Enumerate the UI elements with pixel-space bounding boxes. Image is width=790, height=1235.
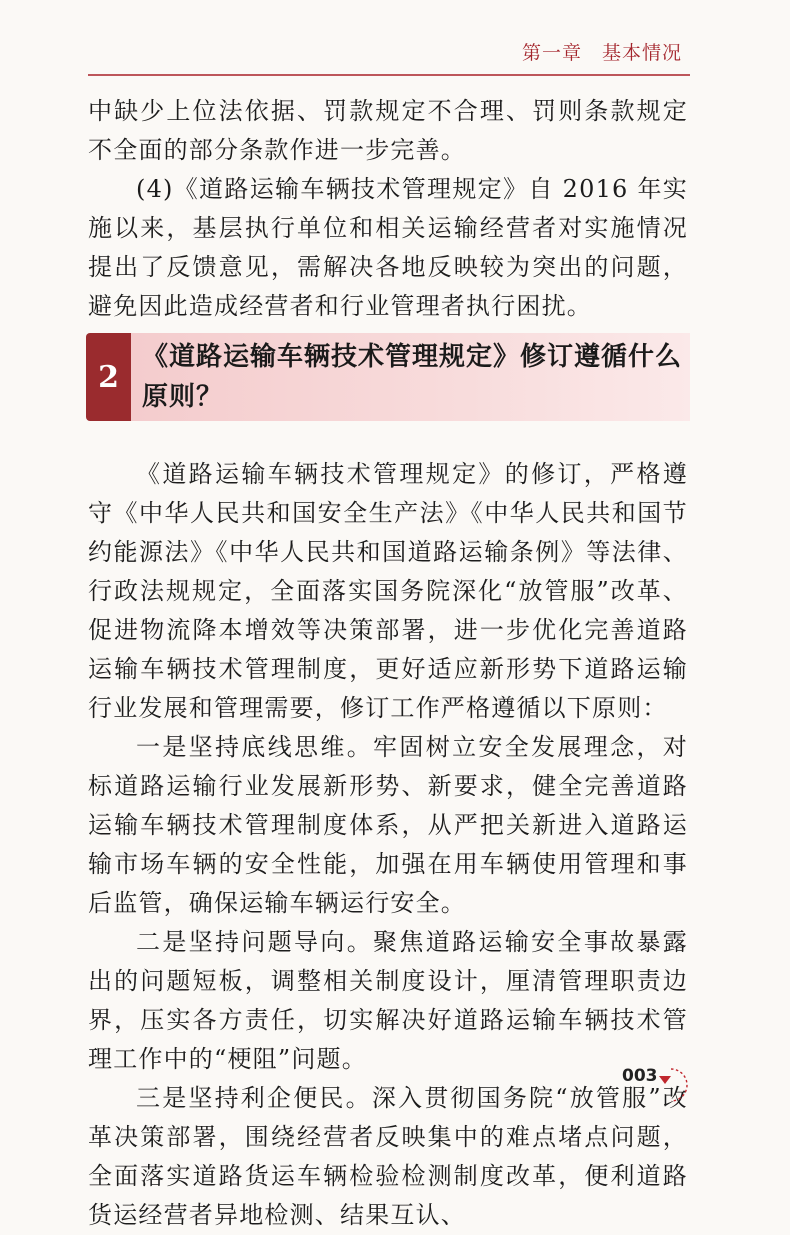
paragraph: 中缺少上位法依据、罚款规定不合理、罚则条款规定不全面的部分条款作进一步完善。 [88,97,688,164]
section-heading [86,333,690,421]
section-number: 2 [86,333,131,421]
paragraph: (4)《道路运输车辆技术管理规定》自 2016 年实施以来，基层执行单位和相关运输经营者对实施情况提出了反馈意见，需解决各地反映较为突出的问题，避免因此造成经营者和行业管理者执行困扰。 [88,175,688,320]
paragraph: 《道路运输车辆技术管理规定》的修订，严格遵守《中华人民共和国安全生产法》《中华人民共和国节约能源法》《中华人民共和国道路运输条例》等法律、行政法规规定，全面落实国务院深化“放管服”改革、促进物流降本增效等决策部署，进一步优化完善道路运输车辆技术管理制度，更好适应新形势下道路运输行业发展和管理需要，修订工作严格遵循以下原则： [88,460,688,722]
paragraph: 一是坚持底线思维。牢固树立安全发展理念，对标道路运输行业发展新形势、新要求，健全完善道路运输车辆技术管理制度体系，从严把关新进入道路运输市场车辆的安全性能，加强在用车辆使用管理和事后监管，确保运输车辆运行安全。 [88,733,688,917]
chapter-header: 第一章 基本情况 [521,42,682,64]
section-title: 《道路运输车辆技术管理规定》修订遵循什么原则？ [142,342,683,412]
page-arrow-icon [655,1065,691,1105]
paragraph: 二是坚持问题导向。聚焦道路运输安全事故暴露出的问题短板，调整相关制度设计，厘清管理职责边界，压实各方责任，切实解决好道路运输车辆技术管理工作中的“梗阻”问题。 [88,928,688,1073]
page-number: 003 [622,1066,658,1086]
main-text-block [88,455,688,1235]
header-divider [88,74,690,76]
paragraph: 三是坚持利企便民。深入贯彻国务院“放管服”改革决策部署，围绕经营者反映集中的难点堵点问题，全面落实道路货运车辆检验检测制度改革，便利道路货运经营者异地检测、结果互认、 [88,1084,688,1229]
top-text-block [88,92,688,326]
